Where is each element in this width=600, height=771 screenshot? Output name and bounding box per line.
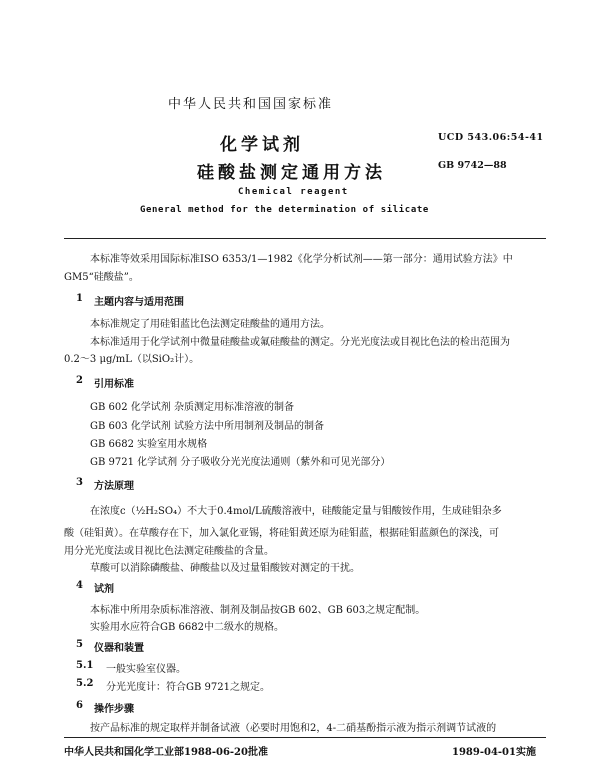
section6-line1: 按产品标准的规定取样并制备试液（必要时用饱和2，4-二硝基酚指示液为指示剂调节试液的 [90,723,497,734]
section3-line4: 草酸可以消除磷酸盐、砷酸盐以及过量钼酸铵对测定的干扰。 [90,563,360,574]
header-divider [64,238,546,239]
reference-item: GB 603 化学试剂 试验方法中所用制剂及制品的制备 [90,421,324,432]
section1-line1: 本标准规定了用硅钼蓝比色法测定硅酸盐的通用方法。 [90,319,330,330]
section1-line2: 本标准适用于化学试剂中微量硅酸盐或氟硅酸盐的测定。分光光度法或目视比色法的检出范围为 [90,337,510,348]
intro-line2: GM5“硅酸盐”。 [64,272,139,283]
section5-item-number: 5.1 [76,660,94,671]
section3-line3: 用分光光度法或目视比色法测定硅酸盐的含量。 [64,546,274,557]
intro-line1: 本标准等效采用国际标准ISO 6353/1—1982《化学分析试剂——第一部分：通用试验方法》中 [90,254,513,265]
section6-heading: 操作步骤 [94,704,134,715]
section3-number: 3 [76,477,83,488]
section5-item-number: 5.2 [76,678,94,689]
section5-heading: 仪器和装置 [94,643,144,654]
gb-number: GB 9742—88 [438,160,507,171]
approval-text: 中华人民共和国化学工业部1988-06-20批准 [64,747,268,758]
section2-number: 2 [76,375,83,386]
section4-number: 4 [76,580,83,591]
document-title-line2: 硅酸盐测定通用方法 [197,163,386,183]
section4-line1: 本标准中所用杂质标准溶液、制剂及制品按GB 602、GB 603之规定配制。 [90,605,426,616]
section5-item-text: 分光光度计：符合GB 9721之规定。 [106,682,270,693]
section1-line3: 0.2～3 μg/mL（以SiO₂计）。 [64,354,200,365]
section2-heading: 引用标准 [94,379,134,390]
national-standard-title: 中华人民共和国国家标准 [168,97,334,112]
section4-heading: 试剂 [94,584,114,595]
section6-number: 6 [76,700,83,711]
section3-line2: 酸（硅钼黄）。在草酸存在下，加入氯化亚锡，将硅钼黄还原为硅钼蓝，根据硅钼蓝颜色的深浅，可 [64,528,499,539]
section5-item-text: 一般实验室仪器。 [106,664,186,675]
document-title-line1: 化学试剂 [220,135,304,155]
section1-number: 1 [76,293,83,304]
section3-heading: 方法原理 [94,481,134,492]
reference-item: GB 9721 化学试剂 分子吸收分光光度法通则（紫外和可见光部分） [90,457,391,468]
section5-number: 5 [76,639,83,650]
english-title-line1: Chemical reagent [238,187,349,197]
reference-item: GB 6682 实验室用水规格 [90,439,208,450]
ucd-code: UCD 543.06:54-41 [438,132,544,143]
english-title-line2: General method for the determination of silicate [140,205,429,215]
section3-line1: 在浓度c（½H₂SO₄）不大于0.4mol/L硫酸溶液中，硅酸能定量与钼酸铵作用，生成硅钼杂多 [90,506,502,517]
section4-line2: 实验用水应符合GB 6682中二级水的规格。 [90,622,284,633]
section1-heading: 主题内容与适用范围 [94,297,184,308]
reference-item: GB 602 化学试剂 杂质测定用标准溶液的制备 [90,402,294,413]
footer-divider [64,737,546,738]
effective-date: 1989-04-01实施 [452,747,536,758]
